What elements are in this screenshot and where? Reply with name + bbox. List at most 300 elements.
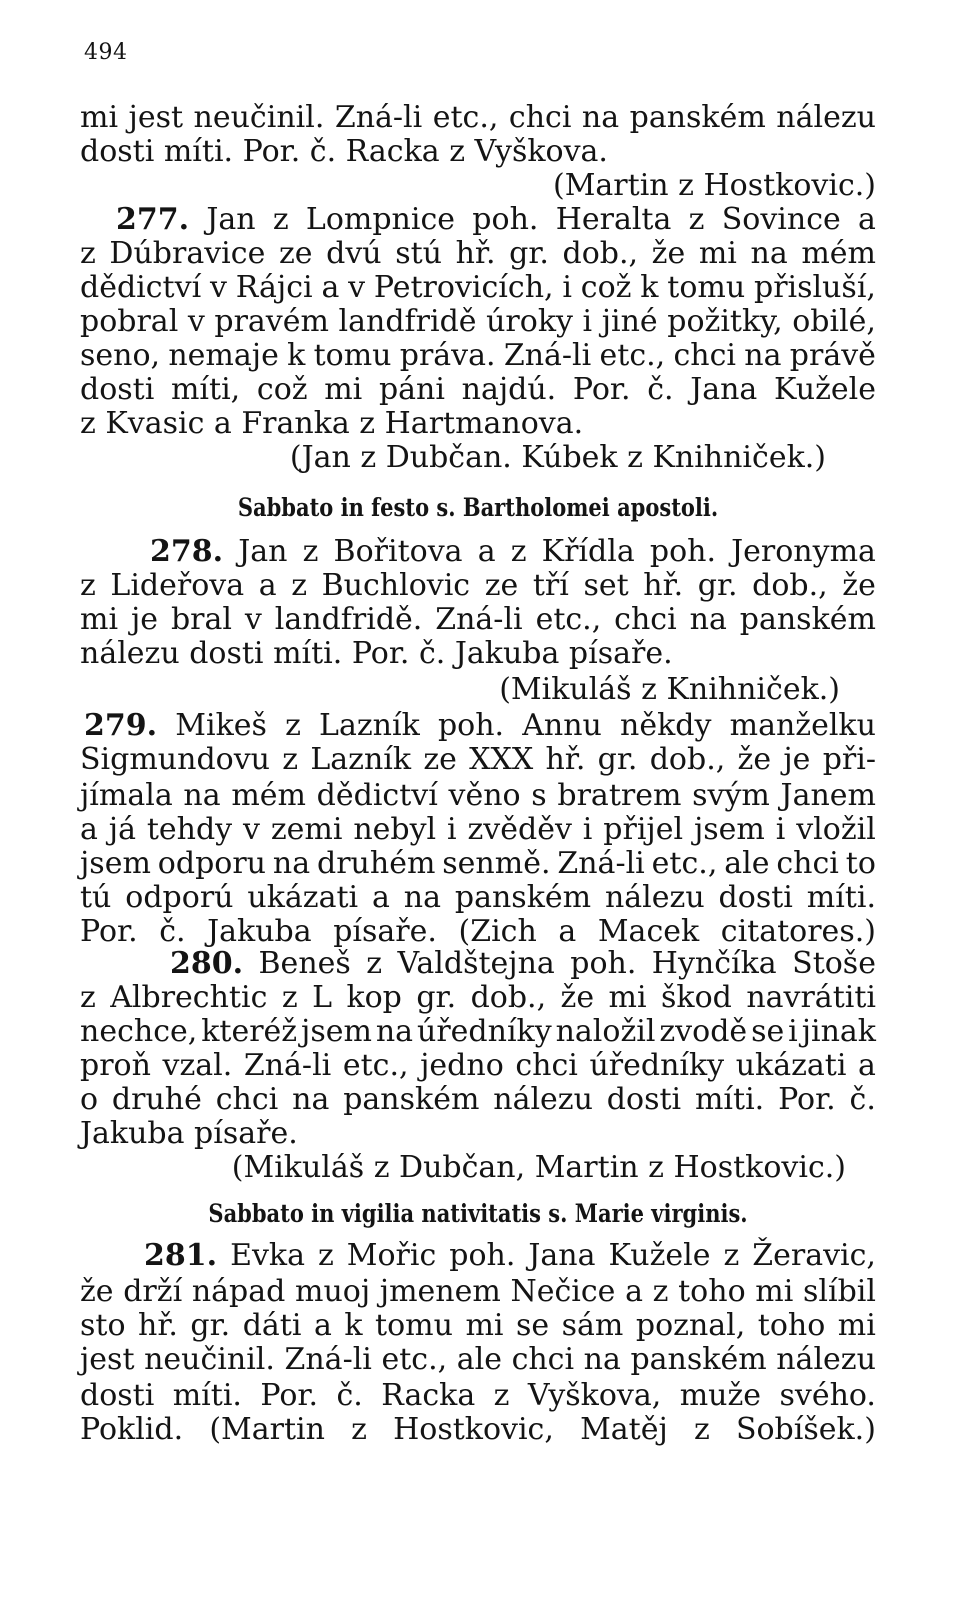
word: v bbox=[187, 304, 205, 339]
text-line bbox=[80, 1378, 876, 1414]
word: č. bbox=[336, 1378, 363, 1413]
word: XXX bbox=[469, 742, 534, 777]
word: mi bbox=[698, 236, 737, 271]
word: Por. bbox=[80, 914, 138, 949]
word: etc., bbox=[599, 338, 666, 373]
word: gr. bbox=[509, 236, 549, 271]
text-line: nálezu dosti míti. Por. č. Jakuba písaře. bbox=[80, 636, 673, 671]
word: naložil bbox=[555, 1014, 656, 1049]
word: že bbox=[737, 742, 772, 777]
word: což bbox=[580, 270, 632, 305]
word: Jakuba bbox=[207, 914, 312, 949]
word: práva. bbox=[399, 338, 496, 373]
word: navrátiti bbox=[746, 980, 876, 1015]
word: Hostkovic, bbox=[393, 1412, 554, 1447]
word: při- bbox=[822, 742, 876, 777]
word: Evka bbox=[230, 1238, 305, 1273]
word: i bbox=[788, 1014, 798, 1049]
word: mi bbox=[80, 100, 119, 135]
word: Stoše bbox=[792, 946, 876, 981]
word: někdy bbox=[620, 708, 712, 743]
word: Por. bbox=[778, 1082, 836, 1117]
word: panském bbox=[630, 1342, 767, 1377]
word: z bbox=[291, 568, 308, 603]
word: mi bbox=[837, 1308, 876, 1343]
word: a bbox=[625, 1274, 643, 1309]
text-line bbox=[150, 534, 876, 570]
word: úředníky bbox=[589, 1048, 725, 1083]
word: na bbox=[689, 602, 727, 637]
word: na bbox=[750, 236, 788, 271]
word: se bbox=[515, 1308, 550, 1343]
word: Macek bbox=[597, 914, 700, 949]
text-line bbox=[80, 602, 876, 638]
word: Sovince bbox=[721, 202, 841, 237]
entry-number: 280. bbox=[170, 946, 244, 981]
word: kteréž bbox=[201, 1014, 298, 1049]
word: jímala bbox=[80, 778, 173, 813]
word: přisluší, bbox=[753, 270, 876, 305]
word: gr. bbox=[416, 980, 457, 1015]
text-line bbox=[80, 914, 876, 950]
word: z bbox=[285, 708, 301, 743]
text-line bbox=[80, 236, 876, 272]
word: dob., bbox=[470, 980, 547, 1015]
word: poh. bbox=[437, 708, 505, 743]
word: jsem bbox=[693, 812, 765, 847]
word: já bbox=[108, 812, 136, 847]
word: chci bbox=[515, 1048, 578, 1083]
word: slíbil bbox=[802, 1274, 876, 1309]
word: ze bbox=[278, 236, 313, 271]
text-line bbox=[80, 1274, 876, 1310]
word: a bbox=[858, 202, 876, 237]
word: chci bbox=[614, 602, 677, 637]
word: drží bbox=[123, 1274, 183, 1309]
word: chci bbox=[673, 338, 737, 373]
word: Janem bbox=[780, 778, 876, 813]
text-line bbox=[80, 778, 876, 814]
word: Lideřova bbox=[110, 568, 245, 603]
word: muže bbox=[679, 1378, 762, 1413]
word: Por. bbox=[260, 1378, 319, 1413]
word: mi bbox=[324, 372, 363, 407]
word: toho bbox=[678, 1274, 746, 1309]
word: Valdštejna bbox=[397, 946, 555, 981]
word: druhé bbox=[111, 1082, 202, 1117]
word: o bbox=[80, 1082, 99, 1117]
word: etc., bbox=[381, 1342, 448, 1377]
word: z bbox=[282, 742, 299, 777]
word: že bbox=[80, 1274, 114, 1309]
text-line bbox=[80, 100, 876, 136]
section-heading: Sabbato in festo s. Bartholomei apostoli. bbox=[237, 493, 719, 522]
word: a bbox=[313, 1308, 332, 1343]
word: to bbox=[845, 846, 876, 881]
word: Annu bbox=[522, 708, 602, 743]
word: věno bbox=[448, 778, 521, 813]
text-line bbox=[80, 880, 876, 916]
word: z bbox=[80, 568, 96, 603]
word: tří bbox=[532, 568, 569, 603]
text-line bbox=[80, 270, 876, 306]
word: chci bbox=[776, 846, 839, 881]
word: hř. bbox=[545, 742, 586, 777]
word: a bbox=[372, 880, 390, 915]
word: jest bbox=[80, 1342, 135, 1377]
word: jiné bbox=[601, 304, 658, 339]
section-heading: Sabbato in vigilia nativitatis s. Marie virginis. bbox=[208, 1199, 748, 1228]
word: míti, bbox=[170, 372, 241, 407]
word: škod bbox=[661, 980, 732, 1015]
word: v bbox=[244, 602, 262, 637]
word: nebyl bbox=[353, 812, 437, 847]
word: k bbox=[287, 338, 306, 373]
word: ale bbox=[456, 1342, 502, 1377]
word: senmě. bbox=[442, 846, 551, 881]
word: Vyškova, bbox=[527, 1378, 662, 1413]
word: vložil bbox=[796, 812, 876, 847]
word: tomu bbox=[667, 270, 746, 305]
word: nálezu bbox=[604, 880, 705, 915]
word: nechce, bbox=[80, 1014, 198, 1049]
word: chci bbox=[508, 100, 572, 135]
text-line bbox=[144, 1238, 876, 1274]
word: dosti bbox=[80, 372, 155, 407]
word: dob., bbox=[562, 236, 639, 271]
word: hř. bbox=[643, 568, 684, 603]
word: gr. bbox=[597, 742, 638, 777]
word: panském bbox=[343, 1082, 480, 1117]
word: míti. bbox=[806, 880, 876, 915]
word: z bbox=[723, 1238, 740, 1273]
word: Nečice bbox=[510, 1274, 616, 1309]
word: z bbox=[366, 946, 383, 981]
word: etc., bbox=[535, 602, 602, 637]
text-line bbox=[80, 1082, 876, 1118]
word: Heralta bbox=[555, 202, 672, 237]
word: Por. bbox=[572, 372, 631, 407]
word: na bbox=[583, 1342, 621, 1377]
word: tú bbox=[80, 880, 112, 915]
word: ukázati bbox=[247, 880, 359, 915]
word: se bbox=[751, 1014, 785, 1049]
word: na bbox=[744, 338, 782, 373]
word: svým bbox=[692, 778, 770, 813]
word: páni bbox=[378, 372, 445, 407]
word: v bbox=[243, 812, 260, 847]
word: a bbox=[477, 534, 496, 569]
entry-number: 278. bbox=[150, 534, 224, 569]
word: bratrem bbox=[557, 778, 682, 813]
word: jsem bbox=[80, 846, 151, 881]
word: s bbox=[531, 778, 547, 813]
word: obilé, bbox=[792, 304, 876, 339]
word: dvú bbox=[326, 236, 382, 271]
word: dosti bbox=[80, 1378, 155, 1413]
text-line bbox=[80, 568, 876, 604]
word: Jan bbox=[238, 534, 288, 569]
word: jest bbox=[128, 100, 184, 135]
entry-number: 277. bbox=[116, 202, 190, 237]
word: tomu bbox=[375, 1308, 453, 1343]
word: v bbox=[209, 270, 227, 305]
word: dáti bbox=[242, 1308, 302, 1343]
word: zemi bbox=[270, 812, 343, 847]
word: z bbox=[281, 980, 298, 1015]
word: č. bbox=[647, 372, 674, 407]
word: landfridě. bbox=[274, 602, 423, 637]
word: neučinil. bbox=[193, 100, 325, 135]
word: svého. bbox=[779, 1378, 876, 1413]
word: manželku bbox=[729, 708, 876, 743]
word: že bbox=[651, 236, 686, 271]
word: mém bbox=[231, 778, 306, 813]
word: Křídla bbox=[541, 534, 635, 569]
word: zvodě bbox=[659, 1014, 748, 1049]
word: k bbox=[344, 1308, 363, 1343]
word: Mikeš bbox=[175, 708, 267, 743]
word: dědictví bbox=[80, 270, 202, 305]
word: Lompnice bbox=[305, 202, 456, 237]
word: č. bbox=[159, 914, 186, 949]
word: toho bbox=[757, 1308, 826, 1343]
word: že bbox=[560, 980, 595, 1015]
word: mi bbox=[755, 1274, 794, 1309]
text-line: dosti míti. Por. č. Racka z Vyškova. bbox=[80, 134, 608, 169]
word: panském bbox=[739, 602, 876, 637]
word: poh. bbox=[649, 534, 716, 569]
word: z bbox=[688, 202, 705, 237]
text-line bbox=[80, 742, 876, 778]
text-line bbox=[116, 202, 876, 238]
word: nálezu bbox=[776, 100, 876, 135]
word: z bbox=[493, 1378, 510, 1413]
word: dosti bbox=[718, 880, 793, 915]
word: a bbox=[321, 270, 340, 305]
word: Zná-li bbox=[284, 1342, 372, 1377]
word: jsem bbox=[301, 1014, 372, 1049]
word: č. bbox=[849, 1082, 876, 1117]
word: dědictví bbox=[316, 778, 438, 813]
word: nálezu bbox=[776, 1342, 876, 1377]
word: neučinil. bbox=[144, 1342, 275, 1377]
word: hř. bbox=[455, 236, 496, 271]
word: i bbox=[582, 304, 593, 339]
word: mi bbox=[465, 1308, 504, 1343]
text-line bbox=[80, 1412, 876, 1448]
text-line bbox=[80, 980, 876, 1016]
word: landfridě bbox=[338, 304, 477, 339]
word: nemaje bbox=[168, 338, 279, 373]
word: Sobíšek.) bbox=[735, 1412, 876, 1447]
word: Hynčíka bbox=[651, 946, 777, 981]
word: Zná-li bbox=[503, 338, 592, 373]
word: Poklid. bbox=[80, 1412, 184, 1447]
word: nápad bbox=[191, 1274, 286, 1309]
word: gr. bbox=[697, 568, 738, 603]
word: Jan bbox=[206, 202, 256, 237]
text-line bbox=[80, 812, 876, 848]
word: i bbox=[562, 270, 572, 305]
word: úředníky bbox=[417, 1014, 552, 1049]
word: Bořitova bbox=[333, 534, 463, 569]
word: poh. bbox=[472, 202, 539, 237]
text-line bbox=[80, 372, 876, 408]
word: přijel bbox=[603, 812, 684, 847]
word: etc., bbox=[342, 1048, 409, 1083]
word: Jeronyma bbox=[731, 534, 876, 569]
word: míti. bbox=[172, 1378, 242, 1413]
word: dob., bbox=[649, 742, 726, 777]
word: v bbox=[348, 270, 366, 305]
word: Lazník bbox=[319, 708, 420, 743]
word: z bbox=[693, 1412, 710, 1447]
word: což bbox=[256, 372, 308, 407]
word: z bbox=[272, 202, 289, 237]
word: Dúbravice bbox=[109, 236, 266, 271]
word: je bbox=[783, 742, 811, 777]
word: právě bbox=[789, 338, 876, 373]
word: panském bbox=[629, 100, 766, 135]
text-line: (Martin z Hostkovic.) bbox=[553, 168, 876, 203]
word: jedno bbox=[420, 1048, 504, 1083]
word: na bbox=[292, 1082, 330, 1117]
word: Beneš bbox=[258, 946, 351, 981]
text-line: (Jan z Dubčan. Kúbek z Knihniček.) bbox=[289, 440, 826, 475]
word: vzal. bbox=[162, 1048, 233, 1083]
word: L bbox=[312, 980, 332, 1015]
word: požitky, bbox=[667, 304, 783, 339]
word: hř. bbox=[138, 1308, 178, 1343]
word: jinak bbox=[801, 1014, 876, 1049]
text-line bbox=[170, 946, 876, 982]
word: set bbox=[583, 568, 629, 603]
text-line bbox=[80, 1014, 876, 1050]
text-line bbox=[80, 846, 876, 882]
word: Mořic bbox=[346, 1238, 437, 1273]
word: Sigmundovu bbox=[80, 742, 270, 777]
word: i bbox=[775, 812, 786, 847]
text-line bbox=[80, 1048, 876, 1084]
text-line: (Mikuláš z Knihniček.) bbox=[499, 672, 840, 707]
word: mi bbox=[80, 602, 119, 637]
word: Zná-li bbox=[334, 100, 423, 135]
word: a bbox=[258, 568, 277, 603]
word: na bbox=[375, 1014, 414, 1049]
word: chci bbox=[215, 1082, 279, 1117]
word: Zná-li bbox=[557, 846, 645, 881]
word: ze bbox=[484, 568, 519, 603]
word: dosti bbox=[606, 1082, 682, 1117]
word: Jana bbox=[690, 372, 758, 407]
word: proň bbox=[80, 1048, 151, 1083]
word: citatores.) bbox=[720, 914, 876, 949]
text-line bbox=[80, 338, 876, 374]
word: Rájci bbox=[235, 270, 313, 305]
word: na bbox=[403, 880, 441, 915]
word: Matěj bbox=[580, 1412, 668, 1447]
word: je bbox=[130, 602, 159, 637]
word: tomu bbox=[313, 338, 392, 373]
word: i bbox=[447, 812, 457, 847]
word: z bbox=[80, 236, 96, 271]
word: pravém bbox=[214, 304, 329, 339]
word: písaře. bbox=[333, 914, 437, 949]
word: na bbox=[581, 100, 620, 135]
word: pobral bbox=[80, 304, 179, 339]
word: míti. bbox=[694, 1082, 765, 1117]
word: Zná-li bbox=[243, 1048, 332, 1083]
word: mi bbox=[608, 980, 647, 1015]
word: ale bbox=[724, 846, 770, 881]
word: ze bbox=[423, 742, 457, 777]
word: úroky bbox=[486, 304, 573, 339]
word: bral bbox=[170, 602, 232, 637]
word: poh. bbox=[449, 1238, 516, 1273]
word: Albrechtic bbox=[110, 980, 268, 1015]
word: ukázati bbox=[735, 1048, 847, 1083]
word: poh. bbox=[570, 946, 637, 981]
word: nálezu bbox=[493, 1082, 593, 1117]
word: chci bbox=[511, 1342, 575, 1377]
word: na bbox=[183, 778, 221, 813]
word: sám bbox=[561, 1308, 624, 1343]
word: odporú bbox=[125, 880, 234, 915]
word: druhém bbox=[317, 846, 436, 881]
word: zvěděv bbox=[467, 812, 572, 847]
word: Racka bbox=[381, 1378, 476, 1413]
word: najdú. bbox=[461, 372, 557, 407]
word: dob., bbox=[752, 568, 828, 603]
word: poznal, bbox=[635, 1308, 746, 1343]
word: Kužele bbox=[608, 1238, 711, 1273]
word: že bbox=[842, 568, 876, 603]
text-line: z Kvasic a Franka z Hartmanova. bbox=[80, 406, 584, 441]
word: etc., bbox=[432, 100, 499, 135]
word: z bbox=[652, 1274, 669, 1309]
word: kop bbox=[346, 980, 402, 1015]
text-line: Jakuba písaře. bbox=[80, 1116, 298, 1151]
word: mém bbox=[801, 236, 876, 271]
word: z bbox=[317, 1238, 334, 1273]
text-line bbox=[84, 708, 876, 744]
word: k bbox=[640, 270, 659, 305]
word: (Martin bbox=[209, 1412, 325, 1447]
word: Buchlovic bbox=[321, 568, 471, 603]
word: Zná-li bbox=[435, 602, 523, 637]
word: Lazník bbox=[310, 742, 412, 777]
word: z bbox=[510, 534, 527, 569]
word: a bbox=[80, 812, 98, 847]
page-number: 494 bbox=[84, 40, 128, 65]
word: Kužele bbox=[774, 372, 876, 407]
text-line: (Mikuláš z Dubčan, Martin z Hostkovic.) bbox=[231, 1150, 846, 1185]
word: etc., bbox=[651, 846, 718, 881]
word: tehdy bbox=[146, 812, 233, 847]
word: jmenem bbox=[379, 1274, 501, 1309]
word: sto bbox=[80, 1308, 126, 1343]
word: a bbox=[858, 1048, 876, 1083]
word: i bbox=[582, 812, 593, 847]
entry-number: 281. bbox=[144, 1238, 218, 1273]
word: na bbox=[272, 846, 311, 881]
word: (Zich bbox=[458, 914, 537, 949]
word: Jana bbox=[528, 1238, 596, 1273]
word: muoj bbox=[295, 1274, 371, 1309]
word: z bbox=[351, 1412, 367, 1447]
word: z bbox=[302, 534, 319, 569]
